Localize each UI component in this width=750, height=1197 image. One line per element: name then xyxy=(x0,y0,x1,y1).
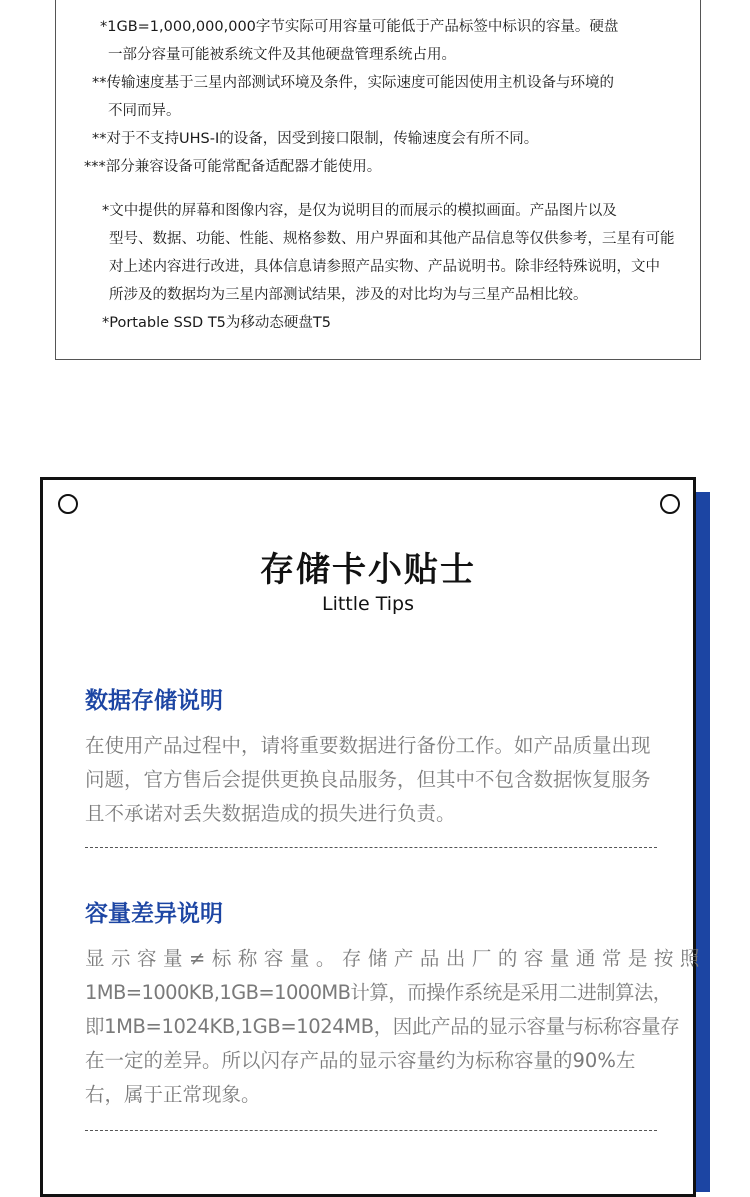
body-line: 显示容量≠标称容量。存储产品出厂的容量通常是按照 xyxy=(85,947,706,970)
section-heading-data-storage: 数据存储说明 xyxy=(85,688,223,714)
body-line: 1MB=1000KB,1GB=1000MB计算，而操作系统是采用二进制算法， xyxy=(85,981,672,1004)
note-text: 所涉及的数据均为三星内部测试结果，涉及的对比均为与三星产品相比较。 xyxy=(109,287,588,303)
disclaimer-note-images xyxy=(102,197,742,309)
punch-hole-icon xyxy=(660,494,680,514)
section-body-data-storage xyxy=(85,729,657,831)
disclaimer-box xyxy=(55,0,701,360)
footnote-mark: * xyxy=(102,203,110,219)
note-text: 对上述内容进行改进，具体信息请参照产品实物、产品说明书。除非经特殊说明，文中 xyxy=(109,259,660,275)
note-text: Portable SSD T5为移动态硬盘T5 xyxy=(109,315,331,331)
disclaimer-note-uhs xyxy=(92,125,732,153)
disclaimer-note-capacity xyxy=(100,13,740,69)
tips-card xyxy=(40,477,706,1197)
body-line: 在一定的差异。所以闪存产品的显示容量约为标称容量的90%左 xyxy=(85,1049,636,1072)
punch-hole-icon xyxy=(58,494,78,514)
body-line: 右，属于正常现象。 xyxy=(85,1083,261,1106)
note-text: 部分兼容设备可能常配备适配器才能使用。 xyxy=(105,159,382,175)
note-text: 文中提供的屏幕和图像内容，是仅为说明目的而展示的模拟画面。产品图片以及 xyxy=(109,203,617,219)
footnote-mark: * xyxy=(100,19,108,35)
note-text: 一部分容量可能被系统文件及其他硬盘管理系统占用。 xyxy=(108,47,456,63)
tips-subtitle: Little Tips xyxy=(321,593,415,615)
note-text: 不同而异。 xyxy=(108,103,181,119)
section-body-capacity xyxy=(85,942,706,1112)
footnote-mark: ** xyxy=(92,131,107,147)
note-text: 对于不支持UHS-I的设备，因受到接口限制，传输速度会有所不同。 xyxy=(106,131,539,147)
body-line: 在使用产品过程中，请将重要数据进行备份工作。如产品质量出现 xyxy=(85,734,651,757)
footnote-mark: ** xyxy=(92,75,107,91)
note-text: 1GB=1,000,000,000字节实际可用容量可能低于产品标签中标识的容量。硬盘 xyxy=(107,19,619,35)
footnote-mark: *** xyxy=(84,159,106,175)
note-text: 传输速度基于三星内部测试环境及条件，实际速度可能因使用主机设备与环境的 xyxy=(106,75,614,91)
body-line: 且不承诺对丢失数据造成的损失进行负责。 xyxy=(85,802,456,825)
disclaimer-note-adapter xyxy=(84,153,724,181)
footnote-mark: * xyxy=(102,315,110,331)
tips-title: 存储卡小贴士 xyxy=(260,550,476,590)
disclaimer-note-speed xyxy=(92,69,732,125)
section-divider xyxy=(85,847,657,848)
section-divider xyxy=(85,1130,657,1131)
body-line: 问题，官方售后会提供更换良品服务，但其中不包含数据恢复服务 xyxy=(85,768,651,791)
note-text: 型号、数据、功能、性能、规格参数、用户界面和其他产品信息等仅供参考，三星有可能 xyxy=(109,231,675,247)
body-line: 即1MB=1024KB,1GB=1024MB，因此产品的显示容量与标称容量存 xyxy=(85,1015,680,1038)
disclaimer-note-t5 xyxy=(102,309,742,337)
section-heading-capacity: 容量差异说明 xyxy=(85,901,223,927)
